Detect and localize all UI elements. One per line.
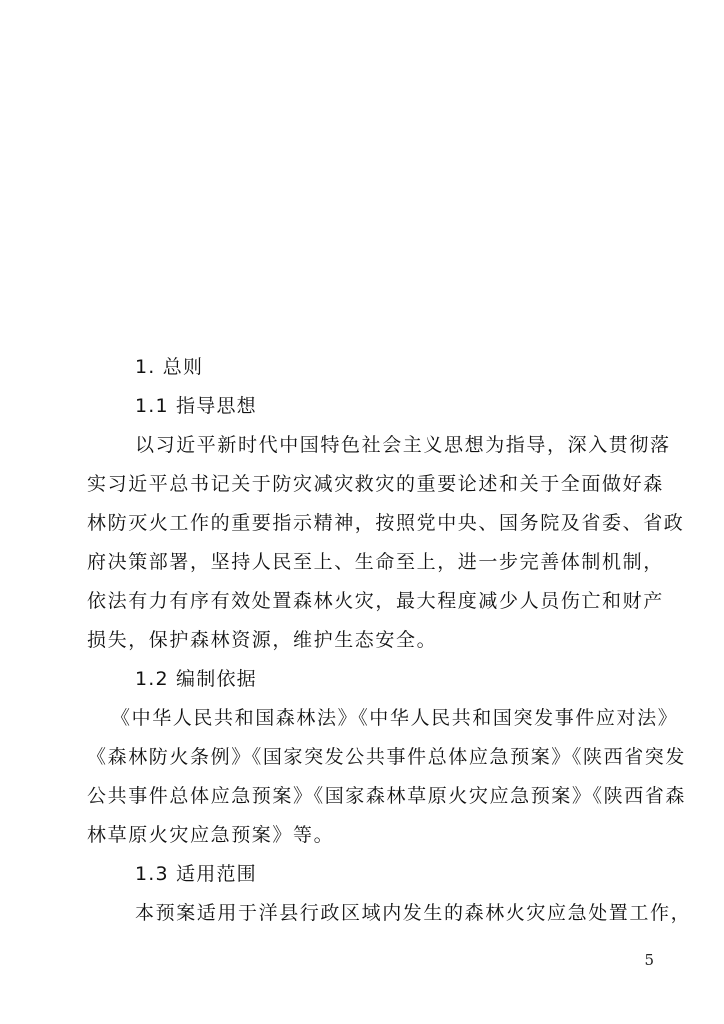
paragraph-line: 本预案适用于洋县行政区域内发生的森林火灾应急处置工作， bbox=[135, 902, 692, 924]
paragraph-line: 以习近平新时代中国特色社会主义思想为指导，深入贯彻落 bbox=[135, 434, 671, 456]
paragraph-line: 公共事件总体应急预案》《国家森林草原火灾应急预案》《陕西省森 bbox=[87, 785, 687, 807]
paragraph-line: 《中华人民共和国森林法》《中华人民共和国突发事件应对法》 bbox=[111, 707, 679, 729]
paragraph-line: 依法有力有序有效处置森林火灾，最大程度减少人员伤亡和财产 bbox=[87, 590, 664, 612]
paragraph-line: 损失，保护森林资源，维护生态安全。 bbox=[87, 629, 438, 651]
paragraph-line: 府决策部署，坚持人民至上、生命至上，进一步完善体制机制， bbox=[87, 551, 664, 573]
section-heading-guiding-ideology: 1.1 指导思想 bbox=[135, 395, 257, 417]
paragraph-line: 林防灭火工作的重要指示精神，按照党中央、国务院及省委、省政 bbox=[87, 512, 685, 534]
page-number: 5 bbox=[644, 951, 654, 969]
document-body bbox=[87, 348, 692, 933]
paragraph-line: 林草原火灾应急预案》等。 bbox=[87, 824, 335, 846]
paragraph-line: 实习近平总书记关于防灾减灾救灾的重要论述和关于全面做好森 bbox=[87, 473, 664, 495]
section-heading-general: 1. 总则 bbox=[135, 356, 204, 378]
paragraph-line: 《森林防火条例》《国家突发公共事件总体应急预案》《陕西省突发 bbox=[87, 746, 687, 768]
section-heading-basis: 1.2 编制依据 bbox=[135, 668, 257, 690]
section-heading-scope: 1.3 适用范围 bbox=[135, 863, 257, 885]
